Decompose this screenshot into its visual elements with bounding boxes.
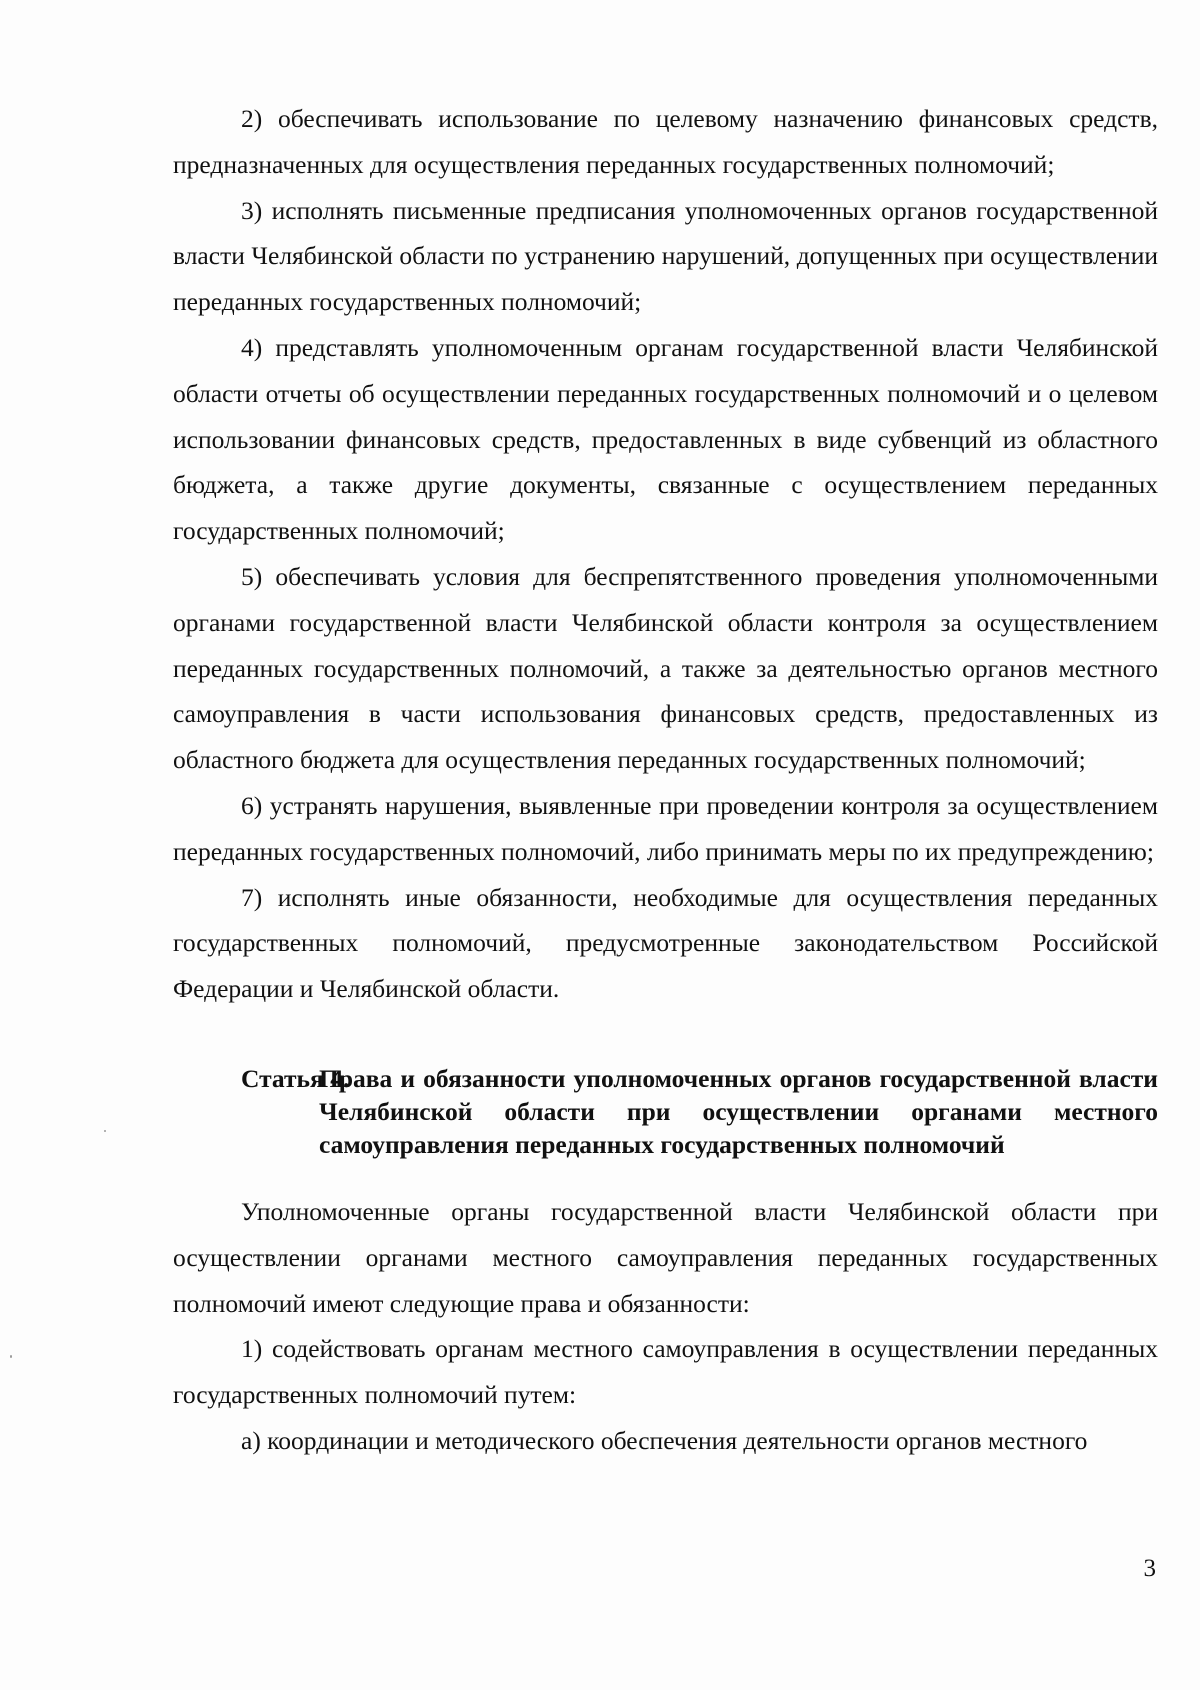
page-number: 3 <box>1143 1555 1156 1582</box>
document-body <box>173 96 1158 1464</box>
article-number: Статья 4. <box>241 1063 350 1093</box>
paragraph-item-5: 5) обеспечивать условия для беспрепятственного проведения уполномоченными органами государственной власти Челябинской области контроля за осуществлением переданных государственных полномочий, а также за деятельностью органов местного самоуправления в части использования финансовых средств, предоставленных из областного бюджета для осуществления переданных государственных полномочий; <box>173 561 1158 775</box>
paragraph-item-3: 3) исполнять письменные предписания уполномоченных органов государственной власти Челябинской области по устранению нарушений, допущенных при осуществлении переданных государственных полномочий; <box>173 195 1158 317</box>
paragraph-item-2: 2) обеспечивать использование по целевому назначению финансовых средств, предназначенных для осуществления переданных государственных полномочий; <box>173 104 1158 179</box>
paragraph-item-4: 4) представлять уполномоченным органам государственной власти Челябинской области отчеты об осуществлении переданных государственных полномочий и о целевом использовании финансовых средств, предоставленных в виде субвенций из областного бюджета, а также другие документы, связанные с осуществлением переданных государственных полномочий; <box>173 332 1158 546</box>
scan-speck <box>104 1130 106 1132</box>
paragraph-intro: Уполномоченные органы государственной власти Челябинской области при осуществлении органами местного самоуправления переданных государственных полномочий имеют следующие права и обязанности: <box>173 1196 1158 1318</box>
paragraph-right-1a: а) координации и методического обеспечения деятельности органов местного <box>241 1425 1088 1455</box>
scan-speck <box>10 1355 12 1358</box>
article-title: Права и обязанности уполномоченных органов государственной власти Челябинской области при осуществлении органами местного самоуправления переданных государственных полномочий <box>319 1063 1158 1159</box>
paragraph-right-1: 1) содействовать органам местного самоуправления в осуществлении переданных государственных полномочий путем: <box>173 1334 1158 1410</box>
article-heading <box>173 1062 1158 1161</box>
paragraph-item-7: 7) исполнять иные обязанности, необходимые для осуществления переданных государственных полномочий, предусмотренные законодательством Российской Федерации и Челябинской области. <box>173 882 1158 1004</box>
paragraph-item-6: 6) устранять нарушения, выявленные при проведении контроля за осуществлением переданных государственных полномочий, либо принимать меры по их предупреждению; <box>173 790 1158 866</box>
